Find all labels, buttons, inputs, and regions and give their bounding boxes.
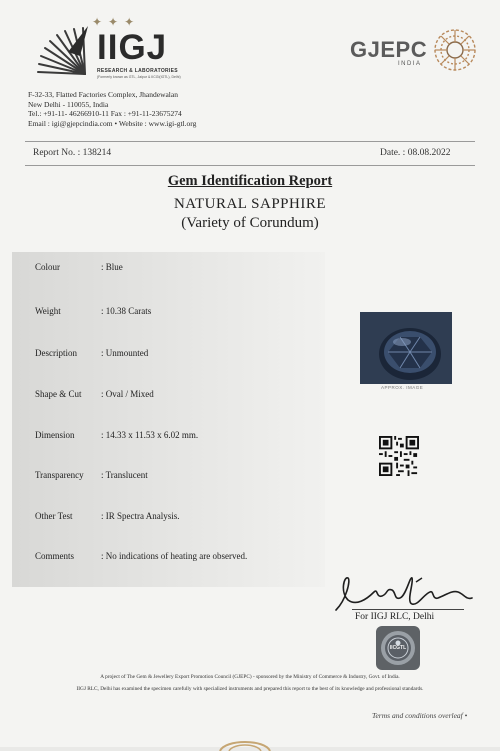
detail-value: : Oval / Mixed — [101, 389, 154, 399]
sapphire-gem-icon — [360, 312, 452, 384]
detail-label: Other Test — [35, 511, 73, 521]
logo-stars-icon: ✦✦✦ — [92, 15, 141, 29]
detail-label: Description — [35, 348, 77, 358]
iigj-logo-subtitle-small: (Formerly known as GTL, Jaipur & IICGI(IGTL), Delhi) — [97, 75, 181, 79]
detail-label: Colour — [35, 262, 61, 272]
detail-label: Shape & Cut — [35, 389, 82, 399]
gjepc-logo-text: GJEPC — [350, 37, 428, 62]
iigj-logo-rays-icon — [30, 22, 90, 82]
details-panel — [12, 252, 325, 587]
footer-line-1: A project of The Gem & Jewellery Export Promotion Council (GJEPC) - sponsored by the Ministry of Commerce & Industry, Govt. of India. — [100, 674, 400, 680]
iigj-logo-subtitle: RESEARCH & LABORATORIES — [97, 68, 178, 74]
iigj-logo-text: IIGJ — [97, 28, 168, 67]
photo-caption: APPROX. IMAGE — [381, 385, 424, 390]
detail-value: : No indications of heating are observed. — [101, 551, 248, 561]
qr-code-icon[interactable] — [379, 436, 419, 476]
detail-label: Dimension — [35, 430, 75, 440]
detail-value: : Translucent — [101, 470, 148, 480]
gjepc-mandala-icon — [432, 27, 478, 73]
signature-line — [352, 609, 464, 610]
detail-value: : Unmounted — [101, 348, 149, 358]
divider-top — [25, 141, 475, 142]
stone-name: NATURAL SAPPHIRE — [173, 196, 327, 212]
stone-variety: (Variety of Corundum) — [181, 215, 319, 231]
divider-bottom — [25, 165, 475, 166]
terms-note: Terms and conditions overleaf • — [372, 711, 468, 720]
report-date: Date. : 08.08.2022 — [380, 148, 451, 158]
detail-value: : 14.33 x 11.53 x 6.02 mm. — [101, 430, 199, 440]
gjepc-logo-subtitle: INDIA — [398, 61, 422, 67]
bottom-ornament-icon — [215, 737, 275, 751]
lab-address: F-32-33, Flatted Factories Complex, Jhandewalan New Delhi - 110055, India Tel.: +91-11- 46266910-11 Fax : +91-11-23675274 Email : igi@gjepcindia.com • Website : www.igi-gtl.org — [28, 90, 197, 128]
detail-value: : 10.38 Carats — [101, 306, 152, 316]
seal-text: IICGTL — [389, 645, 407, 651]
gem-photo — [360, 312, 452, 384]
signatory-label: For IIGJ RLC, Delhi — [355, 612, 435, 622]
report-number: Report No. : 138214 — [33, 148, 112, 158]
report-title: Gem Identification Report — [167, 173, 333, 189]
detail-label: Comments — [35, 551, 75, 561]
detail-label: Transparency — [35, 470, 84, 480]
footer-line-2: IIGJ RLC, Delhi has examined the specimen carefully with specialized instruments and prepared this report to the best of its knowledge and professional standards. — [76, 686, 424, 692]
detail-label: Weight — [35, 306, 61, 316]
detail-value: : Blue — [101, 262, 123, 272]
detail-value: : IR Spectra Analysis. — [101, 511, 180, 521]
